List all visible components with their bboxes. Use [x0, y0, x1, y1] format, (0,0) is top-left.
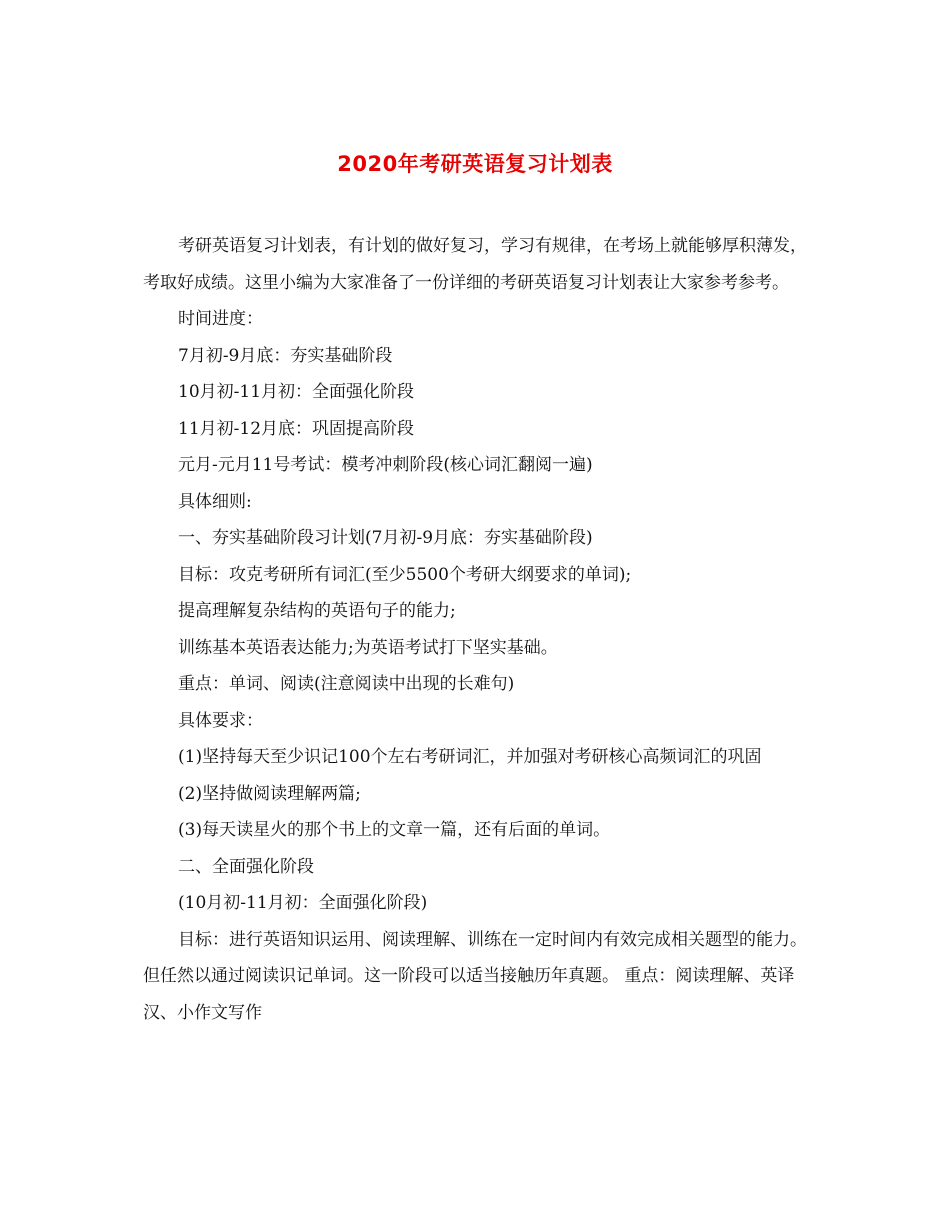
paragraph-requirements-heading: 具体要求：	[178, 710, 263, 731]
paragraph-section-heading: 一、夯实基础阶段习计划(7月初-9月底：夯实基础阶段)	[178, 528, 593, 548]
paragraph-schedule-item: 7月初-9月底：夯实基础阶段	[178, 345, 393, 366]
paragraph-section-period: (10月初-11月初：全面强化阶段)	[178, 893, 428, 913]
paragraph-details-heading: 具体细则:	[178, 491, 252, 512]
paragraph-goal: 提高理解复杂结构的英语句子的能力;	[178, 601, 456, 621]
paragraph-requirement: (1)坚持每天至少识记100个左右考研词汇，并加强对考研核心高频词汇的巩固	[178, 747, 762, 767]
paragraph-requirement: (3)每天读星火的那个书上的文章一篇，还有后面的单词。	[178, 820, 611, 840]
document-title: 2020年考研英语复习计划表	[337, 152, 613, 176]
paragraph-schedule-item: 元月-元月11号考试：模考冲刺阶段(核心词汇翻阅一遍)	[178, 455, 593, 475]
paragraph-schedule-heading: 时间进度：	[178, 309, 263, 329]
paragraph-schedule-item: 10月初-11月初：全面强化阶段	[178, 382, 415, 402]
paragraph-requirement: (2)坚持做阅读理解两篇;	[178, 783, 361, 804]
paragraph-goal: 目标：攻克考研所有词汇(至少5500个考研大纲要求的单词);	[178, 564, 632, 585]
paragraph-intro: 考研英语复习计划表，有计划的做好复习，学习有规律，在考场上就能够厚积薄发，考取好成绩。这里小编为大家准备了一份详细的考研英语复习计划表让大家参考参考。	[143, 236, 807, 293]
document-body	[143, 228, 807, 1031]
paragraph-goal: 训练基本英语表达能力;为英语考试打下坚实基础。	[178, 637, 558, 658]
paragraph-focus: 重点：单词、阅读(注意阅读中出现的长难句)	[178, 674, 515, 694]
paragraph-schedule-item: 11月初-12月底：巩固提高阶段	[178, 418, 415, 439]
paragraph-section-heading: 二、全面强化阶段	[178, 856, 314, 877]
paragraph-goal: 目标：进行英语知识运用、阅读理解、训练在一定时间内有效完成相关题型的能力。但任然以通过阅读识记单词。这一阶段可以适当接触历年真题。 重点：阅读理解、英译汉、小作文写作	[143, 929, 807, 1023]
